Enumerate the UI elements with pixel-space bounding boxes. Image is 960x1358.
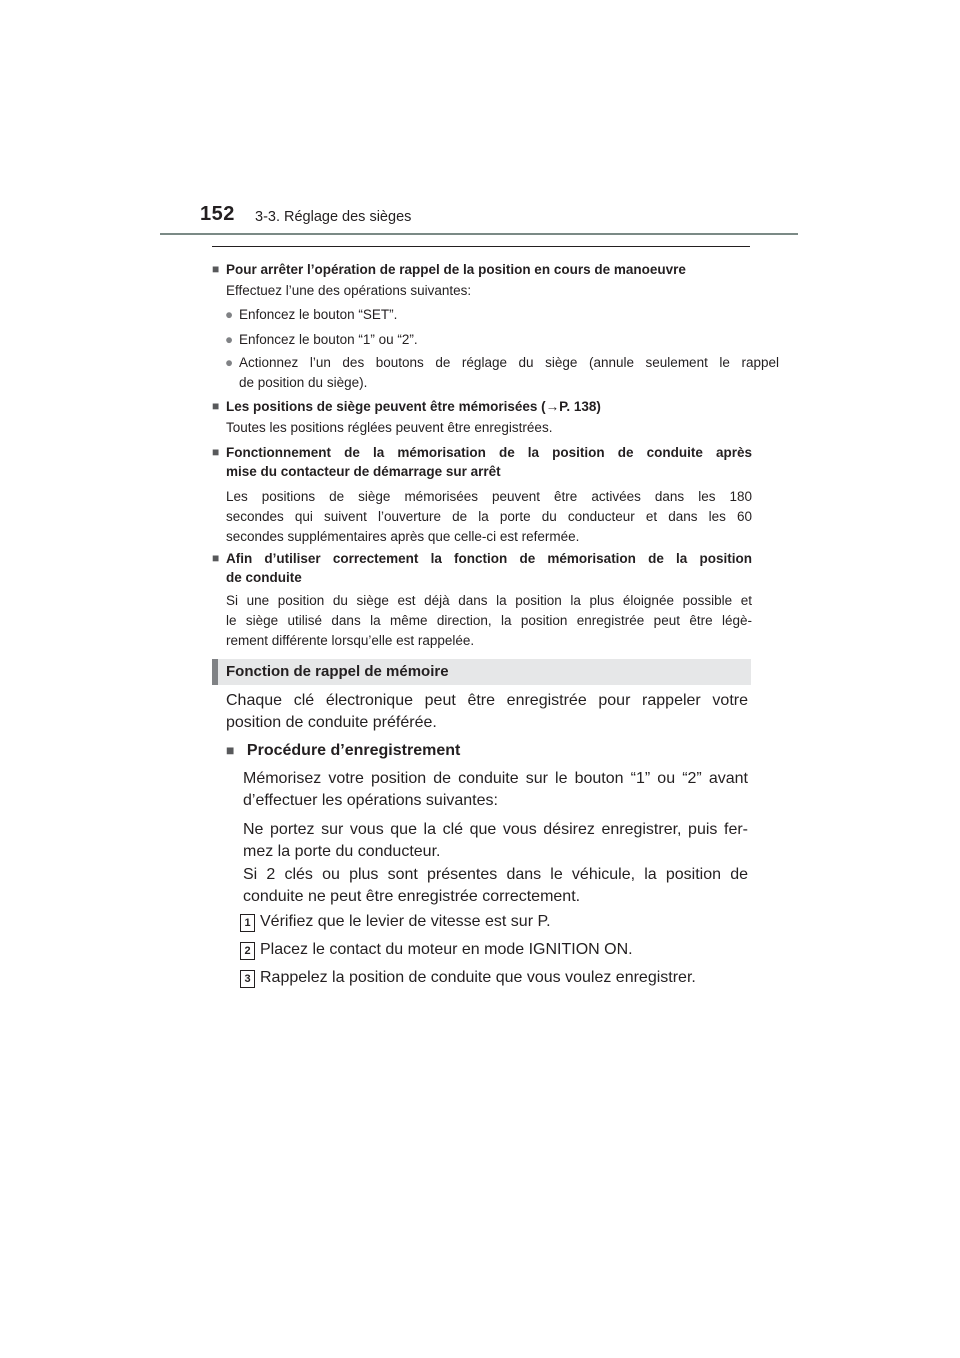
section-heading bbox=[212, 659, 751, 685]
note-title: ■ Fonctionnement de la mémorisation de la position de conduite après mise du contacteur de démarrage sur arrêt bbox=[212, 445, 752, 479]
note-body: Toutes les positions réglées peuvent être enregistrées. bbox=[226, 420, 553, 435]
square-bullet-icon: ■ bbox=[212, 399, 220, 413]
chapter-title: 3-3. Réglage des sièges bbox=[255, 209, 412, 225]
procedure-paragraph: Si 2 clés ou plus sont présentes dans le véhicule, la position de conduite ne peut être enregistrée correctement. bbox=[243, 866, 748, 905]
page-number: 152 bbox=[200, 203, 235, 225]
section-title: Fonction de rappel de mémoire bbox=[226, 663, 449, 680]
note-body: Effectuez l’une des opérations suivantes: bbox=[226, 283, 472, 298]
step-text: Placez le contact du moteur en mode IGNITION ON. bbox=[260, 941, 633, 958]
dot-bullet-icon: ● bbox=[225, 355, 234, 370]
step-number: 1 bbox=[240, 914, 255, 932]
step-number: 2 bbox=[240, 942, 255, 960]
intro-paragraph: Chaque clé électronique peut être enregistrée pour rappeler votre position de conduite préférée. bbox=[226, 692, 748, 731]
step-number: 3 bbox=[240, 970, 255, 988]
dot-bullet-icon: ● bbox=[225, 307, 234, 322]
square-bullet-icon: ■ bbox=[212, 262, 220, 276]
dot-bullet-icon: ● bbox=[225, 332, 234, 347]
list-item: ● Enfoncez le bouton “1” ou “2”. bbox=[212, 330, 779, 350]
procedure-paragraph: Mémorisez votre position de conduite sur le bouton “1” ou “2” avant d’effectuer les opérations suivantes: bbox=[243, 770, 748, 809]
list-item: ● Enfoncez le bouton “SET”. bbox=[212, 305, 779, 325]
note-title: ■ Pour arrêter l’opération de rappel de la position en cours de manoeuvre bbox=[212, 262, 686, 277]
square-bullet-icon: ■ bbox=[226, 742, 235, 758]
note-correct-usage bbox=[212, 549, 752, 651]
note-body: Si une position du siège est déjà dans la position la plus éloignée possible et le siège utilisé dans la même direction, la position enregistrée peut être légè- rement différente lorsqu’elle est rappelée. bbox=[226, 593, 752, 648]
square-bullet-icon: ■ bbox=[212, 551, 220, 565]
note-after-ignition-off bbox=[212, 443, 752, 547]
note-stop-recall bbox=[212, 260, 752, 301]
section-top-rule bbox=[212, 246, 750, 247]
list-item: ● Actionnez l’un des boutons de réglage du siège (annule seulement le rappel de position du siège). bbox=[225, 355, 779, 390]
note-memorizable-positions bbox=[212, 397, 752, 438]
note-body: Les positions de siège mémorisées peuvent être activées dans les 180 secondes qui suivent l’ouverture de la porte du conducteur et dans les 60 secondes supplémentaires après que celle-ci est refermée. bbox=[226, 489, 752, 544]
procedure-paragraph: Ne portez sur vous que la clé que vous désirez enregistrer, puis fer- mez la porte du conducteur. bbox=[243, 821, 748, 860]
square-bullet-icon: ■ bbox=[212, 445, 220, 459]
header-rule bbox=[160, 233, 798, 235]
section-marker bbox=[212, 659, 218, 685]
step-text: Rappelez la position de conduite que vous voulez enregistrer. bbox=[260, 969, 696, 986]
step-text: Vérifiez que le levier de vitesse est sur P. bbox=[260, 913, 551, 930]
note-title: ■ Afin d’utiliser correctement la fonction de mémorisation de la position de conduite bbox=[212, 551, 752, 585]
procedure-heading: ■ Procédure d’enregistrement bbox=[226, 742, 461, 759]
note-title: ■ Les positions de siège peuvent être mémorisées (→P. 138) bbox=[212, 399, 601, 414]
